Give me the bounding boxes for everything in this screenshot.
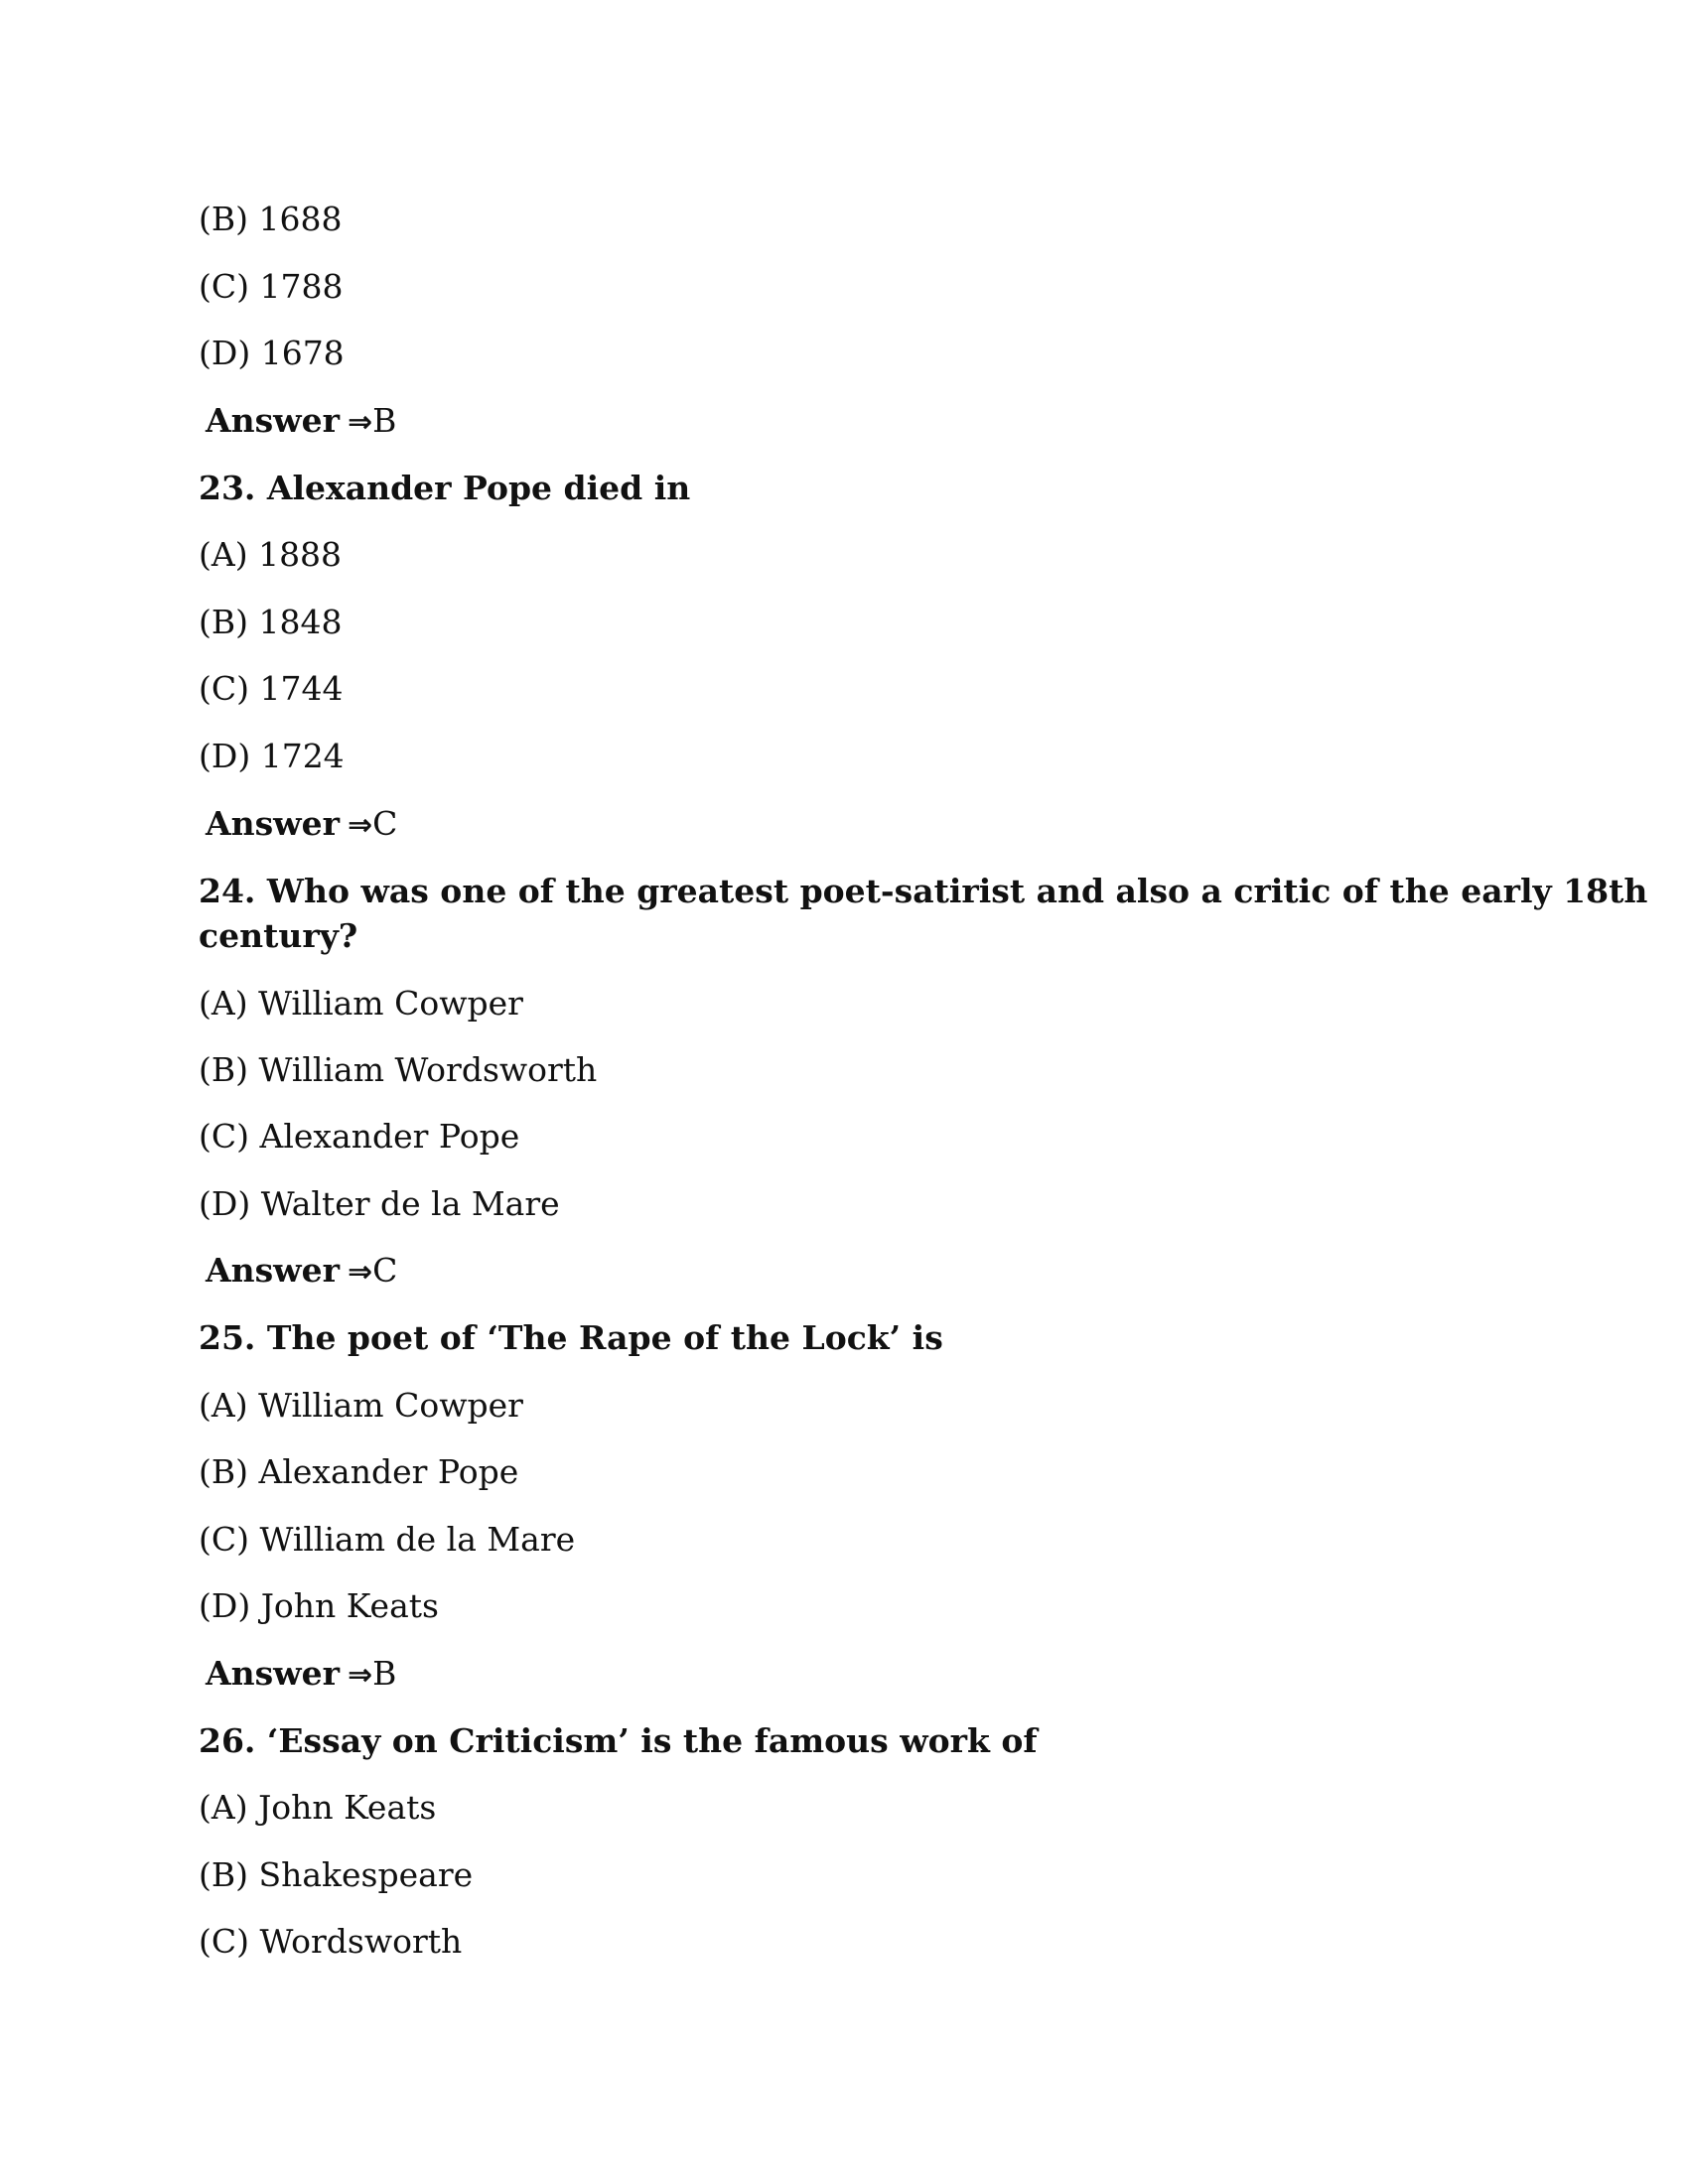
- question-text: 25. The poet of ‘The Rape of the Lock’ is: [199, 1318, 943, 1357]
- answer-option: (B) 1848: [199, 603, 343, 641]
- double-arrow-icon: ⇒: [347, 1658, 373, 1693]
- answer-option: (C) William de la Mare: [199, 1520, 576, 1559]
- answer-option: (A) John Keats: [199, 1788, 437, 1827]
- answer-label: Answer: [206, 401, 340, 440]
- answer-key: [206, 398, 396, 446]
- answer-key: [206, 1651, 396, 1699]
- double-arrow-icon: ⇒: [347, 1255, 373, 1290]
- answer-label: Answer: [206, 1654, 340, 1693]
- question-text: 24. Who was one of the greatest poet-satirist and also a critic of the early 18th: [199, 872, 1648, 910]
- answer-option: (D) John Keats: [199, 1586, 439, 1625]
- answer-letter: B: [372, 401, 397, 440]
- answer-letter: B: [372, 1654, 397, 1693]
- double-arrow-icon: ⇒: [347, 405, 373, 440]
- answer-key: [206, 1248, 397, 1296]
- answer-option: (C) Wordsworth: [199, 1922, 463, 1961]
- answer-option: (D) Walter de la Mare: [199, 1184, 560, 1223]
- answer-letter: C: [372, 804, 398, 843]
- answer-option: (D) 1678: [199, 334, 345, 372]
- answer-option: (C) 1744: [199, 669, 344, 708]
- answer-option: (C) Alexander Pope: [199, 1117, 520, 1156]
- answer-option: (B) Alexander Pope: [199, 1452, 519, 1491]
- answer-option: (D) 1724: [199, 737, 345, 775]
- answer-option: (C) 1788: [199, 267, 344, 306]
- question-text: 23. Alexander Pope died in: [199, 469, 691, 507]
- answer-option: (A) William Cowper: [199, 1386, 523, 1425]
- answer-option: (B) William Wordsworth: [199, 1050, 598, 1089]
- answer-option: (A) William Cowper: [199, 984, 523, 1023]
- answer-label: Answer: [206, 1251, 340, 1290]
- double-arrow-icon: ⇒: [347, 808, 373, 843]
- answer-key: [206, 801, 397, 849]
- question-text: 26. ‘Essay on Criticism’ is the famous work of: [199, 1721, 1038, 1760]
- question-text: century?: [199, 916, 358, 955]
- answer-label: Answer: [206, 804, 340, 843]
- answer-option: (B) 1688: [199, 200, 343, 238]
- answer-letter: C: [372, 1251, 398, 1290]
- answer-option: (A) 1888: [199, 535, 343, 574]
- answer-option: (B) Shakespeare: [199, 1855, 474, 1894]
